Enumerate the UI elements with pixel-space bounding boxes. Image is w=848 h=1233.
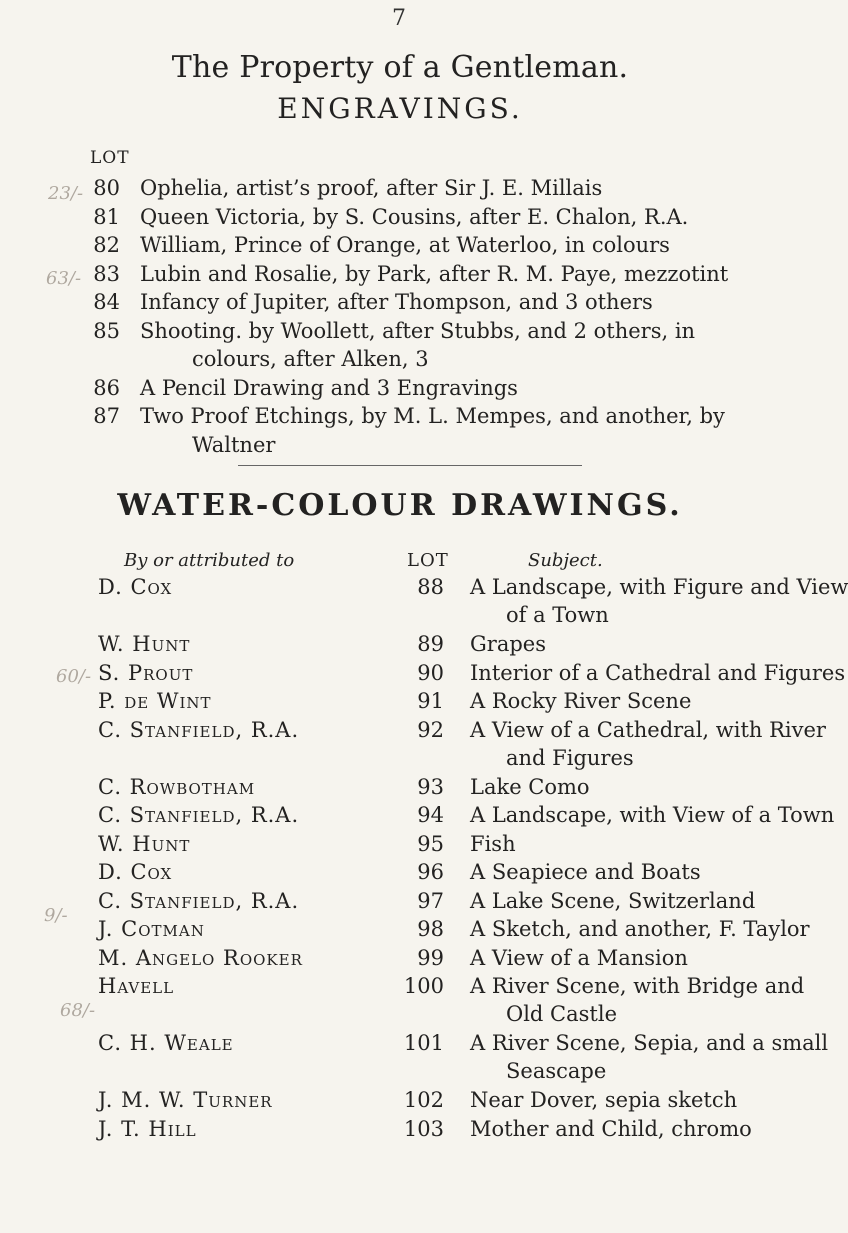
subject: Lake Como	[470, 774, 590, 799]
artist-name: J. Cotman	[98, 917, 205, 941]
artist-name: C. Stanfield, R.A.	[98, 717, 300, 742]
column-header-subject: Subject.	[528, 550, 603, 571]
lot-number: 84	[93, 290, 120, 314]
lot-number: 88	[417, 575, 444, 599]
lot-description: Two Proof Etchings, by M. L. Mempes, and another, by	[140, 404, 725, 428]
column-header-lot: LOT	[407, 550, 449, 571]
artist-name: Havell	[98, 974, 175, 998]
artist-name: C. Stanfield, R.A.	[98, 803, 300, 827]
lot-number: 91	[417, 689, 444, 713]
engraving-item	[0, 319, 800, 348]
subject-continued: of a Town	[506, 603, 609, 627]
engraving-item-continued	[0, 433, 800, 462]
engravings-title: ENGRAVINGS.	[277, 92, 523, 125]
engravings-list	[0, 176, 800, 461]
engraving-item-continued	[0, 347, 800, 376]
lot-description: Lubin and Rosalie, by Park, after R. M. Paye, mezzotint	[140, 261, 729, 286]
artist-name: D. Cox	[98, 860, 173, 884]
subject: A Sketch, and another, F. Taylor	[470, 917, 810, 941]
lot-number: 80	[93, 176, 120, 200]
engravings-lot-header: LOT	[90, 148, 130, 168]
watercolours-title: WATER-COLOUR DRAWINGS.	[117, 488, 683, 523]
engraving-item	[0, 290, 800, 319]
subject: Near Dover, sepia sketch	[470, 1088, 738, 1112]
lot-description: Ophelia, artist’s proof, after Sir J. E. Millais	[140, 176, 603, 200]
artist-name: C. Rowbotham	[98, 774, 256, 799]
artist-name: W. Hunt	[98, 632, 191, 656]
lot-number: 86	[93, 375, 120, 400]
lot-number: 95	[417, 831, 444, 856]
lot-number: 101	[403, 1031, 444, 1055]
lot-description: William, Prince of Orange, at Waterloo, in colours	[140, 233, 670, 257]
subject-continued: Seascape	[506, 1059, 607, 1083]
margin-annotation: 23/-	[48, 183, 84, 204]
artist-name: W. Hunt	[98, 831, 191, 856]
subject: A Landscape, with View of a Town	[470, 803, 835, 827]
artist-name: D. Cox	[98, 575, 173, 599]
subject: Mother and Child, chromo	[470, 1116, 752, 1141]
subject: A Seapiece and Boats	[470, 860, 701, 884]
lot-number: 93	[417, 774, 444, 799]
lot-number: 81	[93, 204, 120, 229]
artist-name: S. Prout	[98, 660, 194, 685]
margin-annotation: 63/-	[46, 268, 82, 289]
subject-continued: and Figures	[506, 745, 634, 770]
subject: A View of a Cathedral, with River	[470, 717, 826, 742]
subject: A Landscape, with Figure and View	[470, 575, 848, 599]
lot-description: A Pencil Drawing and 3 Engravings	[140, 375, 518, 400]
page-number: 7	[392, 6, 406, 31]
lot-description-continued: Waltner	[192, 432, 276, 457]
lot-number: 100	[403, 974, 444, 998]
lot-number: 89	[417, 632, 444, 656]
lot-number: 102	[403, 1088, 444, 1112]
margin-annotation: 68/-	[60, 1000, 96, 1021]
subject: A Lake Scene, Switzerland	[470, 888, 756, 913]
artist-name: J. M. W. Turner	[98, 1088, 273, 1112]
margin-annotation: 9/-	[44, 905, 68, 926]
margin-annotation: 60/-	[56, 666, 92, 687]
artist-name: J. T. Hill	[98, 1116, 197, 1141]
subject: A View of a Mansion	[470, 945, 688, 970]
engraving-item	[0, 233, 800, 262]
engraving-item	[0, 262, 800, 291]
lot-number: 98	[417, 917, 444, 941]
artist-name: C. Stanfield, R.A.	[98, 888, 300, 913]
lot-description-continued: colours, after Alken, 3	[192, 347, 429, 371]
lot-number: 97	[417, 888, 444, 913]
lot-number: 82	[93, 233, 120, 257]
lot-description: Shooting. by Woollett, after Stubbs, and 2 others, in	[140, 318, 696, 343]
lot-number: 87	[93, 404, 120, 428]
column-header-artist: By or attributed to	[124, 550, 295, 571]
lot-number: 96	[417, 860, 444, 884]
artist-name: P. de Wint	[98, 689, 212, 713]
subject-continued: Old Castle	[506, 1002, 617, 1026]
engraving-item	[0, 376, 800, 405]
lot-number: 90	[417, 660, 444, 685]
lot-number: 103	[403, 1116, 444, 1141]
lot-number: 85	[93, 318, 120, 343]
subject: A Rocky River Scene	[470, 689, 692, 713]
artist-name: M. Angelo Rooker	[98, 945, 303, 970]
lot-description: Infancy of Jupiter, after Thompson, and 3 others	[140, 290, 653, 314]
lot-number: 92	[417, 717, 444, 742]
engraving-item	[0, 404, 800, 433]
subject: Grapes	[470, 632, 546, 656]
section-divider	[238, 465, 582, 466]
artist-name: C. H. Weale	[98, 1031, 234, 1055]
lot-number: 94	[417, 803, 444, 827]
lot-number: 83	[93, 261, 120, 286]
subject: Fish	[470, 831, 516, 856]
subject: Interior of a Cathedral and Figures	[470, 660, 846, 685]
lot-description: Queen Victoria, by S. Cousins, after E. Chalon, R.A.	[140, 204, 689, 229]
lot-number: 99	[417, 945, 444, 970]
engraving-item	[0, 205, 800, 234]
subject: A River Scene, Sepia, and a small	[470, 1031, 829, 1055]
page-heading: The Property of a Gentleman.	[171, 50, 629, 85]
engraving-item	[0, 176, 800, 205]
subject: A River Scene, with Bridge and	[470, 974, 805, 998]
